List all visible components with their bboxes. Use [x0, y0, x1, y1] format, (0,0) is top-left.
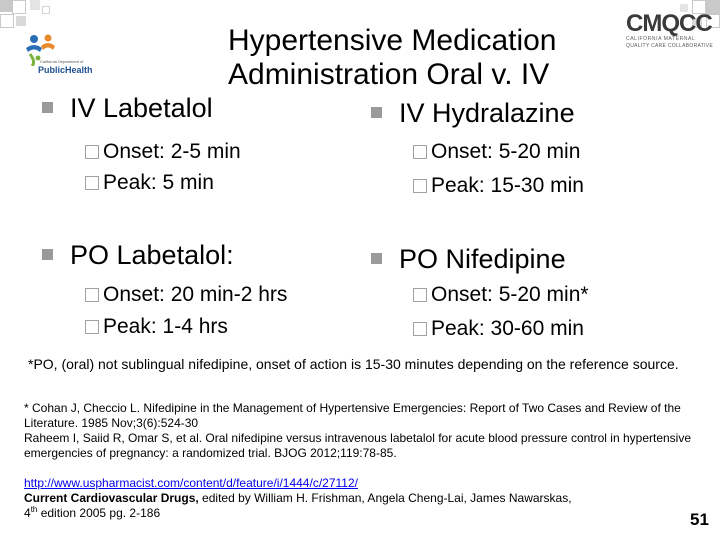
public-health-subtitle: California Department of	[40, 59, 84, 64]
sub-bullet-text: Onset: 2-5 min	[103, 140, 241, 163]
sub-bullet-text: Peak: 30-60 min	[431, 317, 584, 340]
cmqcc-logo	[626, 10, 714, 50]
cmqcc-logo-sub1: CALIFORNIA MATERNAL	[626, 36, 696, 42]
bullet-po-labetalol	[70, 240, 234, 270]
sub-bullet-text: Onset: 5-20 min*	[431, 283, 589, 306]
reference-1: * Cohan J, Checcio L. Nifedipine in the Management of Hypertensive Emergencies: Report of Two Cases and Review of the Literature. 1985 Nov;3(6):524-30	[24, 401, 681, 430]
checkbox-bullet-icon	[85, 176, 99, 190]
sub-bullet-text: Peak: 1-4 hrs	[103, 315, 228, 338]
sub-bullet	[103, 315, 228, 339]
sub-bullet	[431, 283, 589, 307]
bullet-square-icon	[42, 102, 53, 113]
public-health-name: PublicHealth	[38, 65, 93, 75]
source-link[interactable]: http://www.uspharmacist.com/content/d/feature/i/1444/c/27112/	[24, 476, 358, 490]
checkbox-bullet-icon	[413, 288, 427, 302]
sub-bullet-text: Peak: 5 min	[103, 171, 214, 194]
sub-bullet	[431, 140, 580, 164]
corner-decoration	[42, 6, 50, 14]
source-citation	[24, 476, 694, 521]
bullet-heading: PO Nifedipine	[399, 244, 566, 274]
page-number: 51	[690, 510, 709, 529]
edition-line	[24, 506, 694, 521]
title-line-1: Hypertensive Medication	[228, 24, 557, 57]
book-details: edited by William H. Frishman, Angela Cheng-Lai, James Nawarskas,	[198, 491, 572, 505]
bullet-heading: IV Labetalol	[70, 93, 213, 123]
sub-bullet	[103, 140, 241, 164]
corner-decoration	[12, 0, 26, 14]
checkbox-bullet-icon	[413, 145, 427, 159]
bullet-heading: PO Labetalol:	[70, 240, 234, 270]
sub-bullet-text: Onset: 5-20 min	[431, 140, 581, 163]
bullet-heading: IV Hydralazine	[399, 98, 575, 128]
checkbox-bullet-icon	[85, 288, 99, 302]
corner-decoration	[0, 14, 14, 28]
bullet-square-icon	[42, 249, 53, 260]
sub-bullet-text: Peak: 15-30 min	[431, 174, 584, 197]
corner-decoration	[30, 0, 40, 10]
reference-2: Raheem I, Saiid R, Omar S, et al. Oral nifedipine versus intravenous labetalol for acute blood pressure control in hypertensive emergencies of pregnancy: a randomized trial. BJOG 2012;119:78-85.	[24, 431, 692, 460]
bullet-po-nifedipine	[399, 244, 566, 274]
public-health-logo	[22, 32, 104, 80]
slide-title	[228, 24, 588, 92]
bullet-square-icon	[371, 107, 382, 118]
sub-bullet	[103, 283, 287, 307]
checkbox-bullet-icon	[85, 145, 99, 159]
bullet-iv-hydralazine	[399, 98, 575, 128]
cmqcc-logo-text: CMQCC	[626, 10, 712, 37]
edition-suffix: th	[30, 505, 38, 514]
corner-decoration	[0, 0, 12, 12]
checkbox-bullet-icon	[413, 322, 427, 336]
footnote: *PO, (oral) not sublingual nifedipine, onset of action is 15-30 minutes depending on the reference source.	[28, 356, 679, 372]
sub-bullet	[431, 317, 584, 341]
bullet-iv-labetalol	[70, 93, 213, 123]
checkbox-bullet-icon	[413, 179, 427, 193]
cmqcc-logo-sub2: QUALITY CARE COLLABORATIVE	[626, 43, 714, 49]
edition-details: edition 2005 pg. 2-186	[37, 506, 161, 520]
checkbox-bullet-icon	[85, 320, 99, 334]
book-citation	[24, 491, 694, 506]
sub-bullet	[103, 171, 214, 195]
title-line-2: Administration Oral v. IV	[228, 58, 550, 91]
sub-bullet	[431, 174, 584, 198]
sub-bullet-text: Onset: 20 min-2 hrs	[103, 283, 288, 306]
edition-number: 4	[24, 506, 31, 520]
references	[24, 401, 694, 461]
book-title: Current Cardiovascular Drugs,	[24, 491, 199, 505]
corner-decoration	[16, 16, 26, 26]
bullet-square-icon	[371, 253, 382, 264]
